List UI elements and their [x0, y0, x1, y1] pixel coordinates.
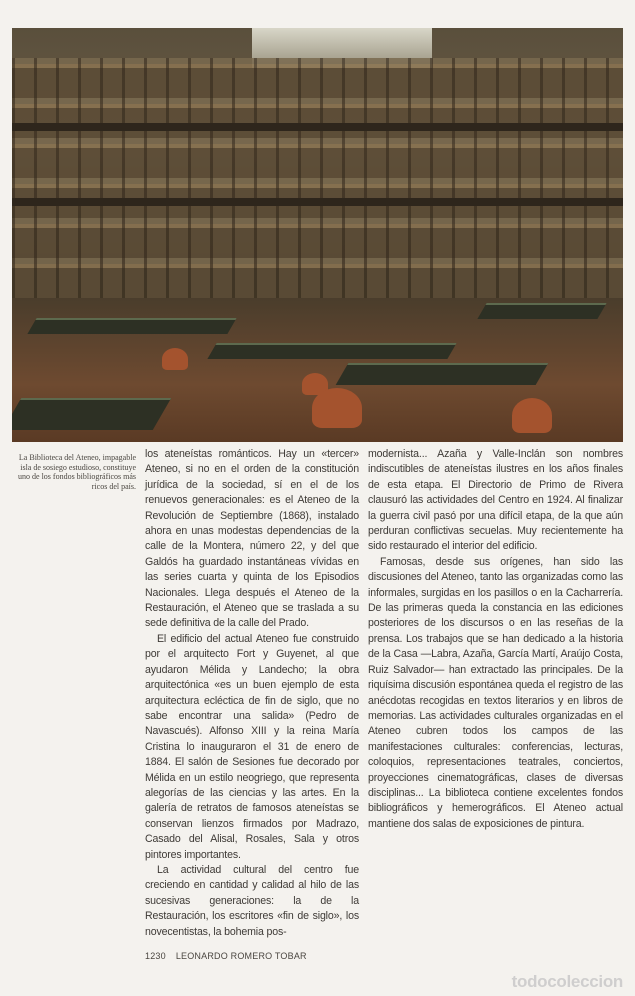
text-column-1 [145, 447, 359, 940]
reading-desk [336, 363, 549, 385]
photo-caption: La Biblioteca del Ateneo, impagable isla de sosiego estudioso, constituye uno de los fondos bibliográficos más ricos del país. [18, 453, 136, 491]
gallery-balcony [12, 198, 623, 206]
reading-desk [12, 398, 171, 430]
article-columns [18, 447, 623, 940]
page-footer [145, 950, 623, 962]
article-text-area [18, 447, 623, 996]
watermark: todocoleccion [511, 972, 623, 991]
paragraph: los ateneístas románticos. Hay un «tercer» Ateneo, si no en el orden de la constitución jurídica de la sociedad, sí en el de los renuevos generacionales: es el Ateneo de la Revolución de Septiembre (1868), instalado ahora en unas modestas dependencias de la calle de la Montera, número 22, y del que Galdós ha guardado instantáneas vívidas en las series cuarta y quinta de los Episodios Nacionales. Llega después el Ateneo de la Restauración, el Ateneo que se traslada a su sede definitiva de la calle del Prado. [145, 448, 359, 630]
reading-desk [207, 343, 456, 359]
reading-desk [27, 318, 236, 334]
paragraph: modernista... Azaña y Valle-Inclán son nombres indiscutibles de ateneístas ilustres en los años finales de esta etapa. El Directorio de Primo de Rivera clausuró las actividades del Centro en 1924. Al finalizar la guerra civil pasó por una difícil etapa, de la que aún perduran conflictivas secuelas. Muy recientemente ha sido restaurado el interior del edificio. [368, 448, 623, 553]
page-number: 1230 [145, 951, 166, 961]
chair [312, 388, 362, 428]
gallery-balcony [12, 123, 623, 131]
bookshelves [12, 58, 623, 298]
library-photo [12, 28, 623, 442]
paragraph: La actividad cultural del centro fue creciendo en cantidad y calidad al hilo de las sucesivas generaciones: la de la Restauración, los escritores «fin de siglo», los novecentistas, la bohemia pos- [145, 863, 359, 938]
paragraph: El edificio del actual Ateneo fue construido por el arquitecto Fort y Guyenet, al que ayudaron Mélida y Landecho; la obra arquitectónica «es un buen ejemplo de esta arquitectura ecléctica de fin de siglo, que no sabe encontrar una salida» (Pedro de Navascués). Alfonso XIII y la reina María Cristina lo inauguraron el 31 de enero de 1884. El salón de Sesiones fue decorado por Mélida en un estilo neogriego, que representa alegorías de las ciencias y las artes. En la galería de retratos de famosos ateneístas se conservan lienzos firmados por Madrazo, Casado del Alisal, Rosales, Sala y otros pintores importantes. [145, 632, 359, 861]
paragraph: Famosas, desde sus orígenes, han sido las discusiones del Ateneo, tanto las organizadas como las informales, surgidas en los pasillos o en la Cacharrería. De las primeras queda la constancia en las ediciones posteriores de los discursos o en las reseñas de la prensa. Los trabajos que se han dedicado a la historia de la Casa —Labra, Azaña, García Martí, Araújo Costa, Ruiz Salvador— han extractado las principales. De la riquísima discusión espontánea queda el registro de las anécdotas recogidas en textos literarios y en libros de memorias. Las actividades culturales organizadas en el Ateneo cubren todos los campos de las manifestaciones culturales: conferencias, lecturas, coloquios, representaciones teatrales, conciertos, proyecciones cinematográficas, clases de diversas disciplinas... La biblioteca contiene excelentes fondos bibliográficos y hemerográficos. El Ateneo actual mantiene dos salas de exposiciones de pintura. [368, 555, 623, 830]
author-name: LEONARDO ROMERO TOBAR [175, 951, 307, 961]
text-column-2 [368, 447, 623, 832]
reading-desk [477, 303, 606, 319]
chair [512, 398, 552, 433]
chair [162, 348, 188, 370]
